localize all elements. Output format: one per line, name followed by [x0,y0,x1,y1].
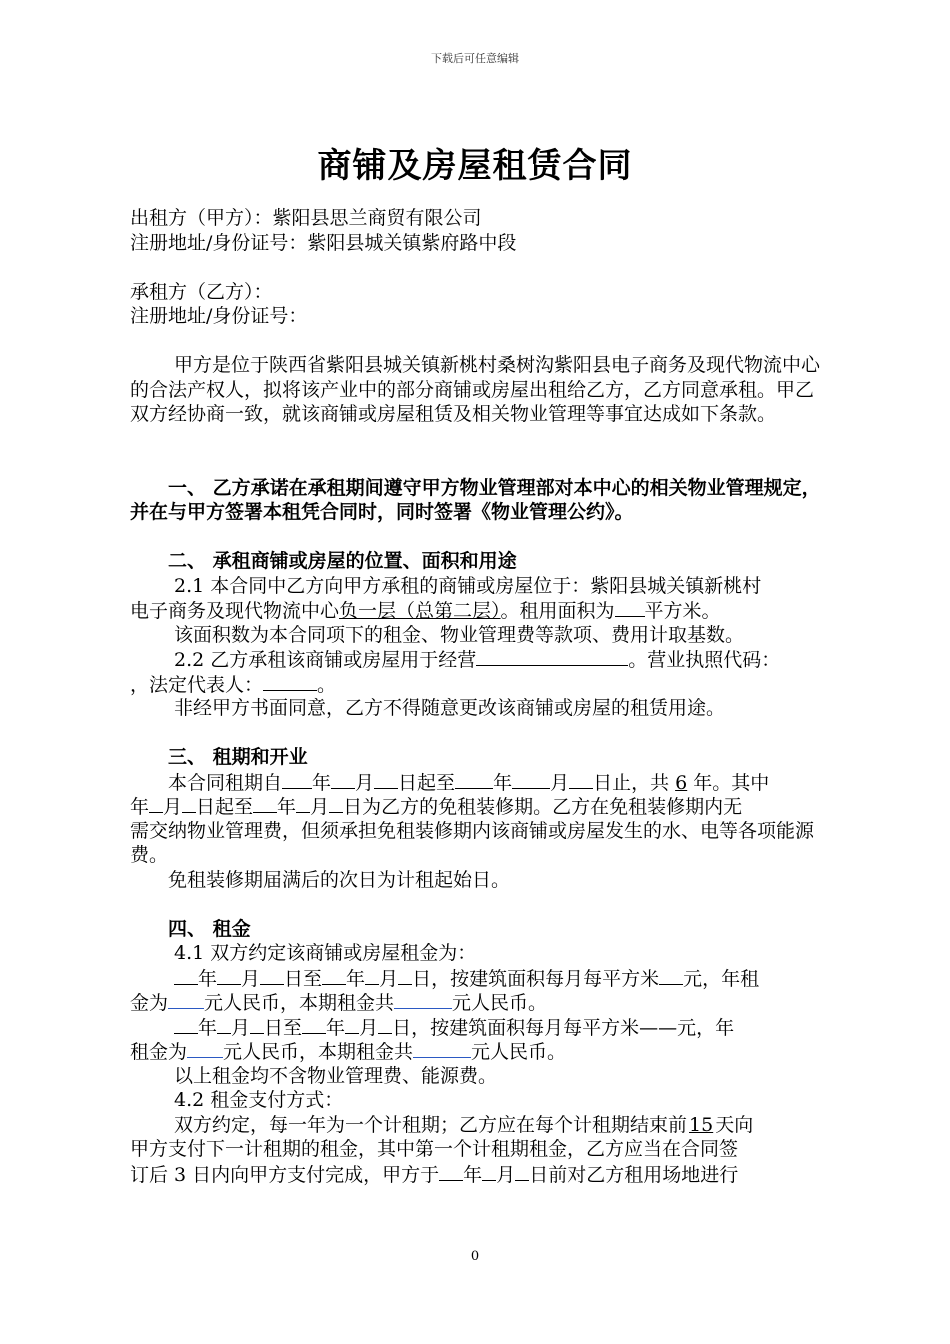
floor-value: 负一层（总第二层） [339,600,501,622]
section3-line2: 年 月 日起至 年 月 日为乙方的免租装修期。乙方在免租装修期内无 [130,796,743,818]
section3-heading: 三、 租期和开业 [168,746,308,768]
lessee-address-line: 注册地址/身份证号： [130,305,308,327]
rent-row1-line2: 金为 元人民币，本期租金共 元人民币。 [130,992,548,1014]
section3-line3: 需交纳物业管理费，但须承担免租装修期内该商铺或房屋发生的水、电等各项能源费。 [130,819,815,866]
lessor-address-line: 注册地址/身份证号：紫阳县城关镇紫府路中段 [130,231,517,254]
payment-line1: 双方约定，每一年为一个计租期；乙方应在每个计租期结束前 15 天向 [174,1113,754,1136]
section2-p1-line2: 电子商务及现代物流中心负一层（总第二层）。租用面积为 平方米。 [130,600,721,622]
document-title: 商铺及房屋租赁合同 [317,146,633,186]
section2-p2-line1: 2.2 乙方承租该商铺或房屋用于经营 。营业执照代码： [174,649,781,671]
page-number: 0 [470,1249,480,1264]
section1-paragraph: 一、 乙方承诺在承租期间遵守甲方物业管理部对本中心的相关物业管理规定，并在与甲方签署本租凭合同时，同时签署《物业管理公约》。 [130,476,821,523]
section3-line4: 免租装修期届满后的次日为计租起始日。 [168,868,511,891]
section3-line1: 本合同租期自 年 月 日起至 年 月 日止，共 6 年。其中 [168,771,770,794]
lessor-line: 出租方（甲方）：紫阳县思兰商贸有限公司 [130,207,482,229]
rent-row2-line2: 租金为 元人民币，本期租金共 元人民币。 [130,1041,567,1063]
document-body [130,206,830,1186]
rent-row1-line1: 年 月 日至 年 月 日，按建筑面积每月每平方米 元，年租 [130,966,830,991]
payment-days: 15 [689,1113,714,1136]
lease-years: 6 [675,771,688,794]
section2-p1-line3: 该面积数为本合同项下的租金、物业管理费等款项、费用计取基数。 [174,623,745,646]
section4-p2: 4.2 租金支付方式： [174,1089,344,1111]
rent-note: 以上租金均不含物业管理费、能源费。 [174,1064,498,1087]
section2-heading: 二、 承租商铺或房屋的位置、面积和用途 [168,550,517,572]
payment-line2: 甲方支付下一计租期的租金，其中第一个计租期租金，乙方应当在合同签 [130,1138,739,1160]
rent-row2-line1: 年 月 日至 年 月 日，按建筑面积每月每平方米——元，年 [130,1015,830,1040]
section2-p2-line2: ，法定代表人： 。 [130,673,337,696]
page-header: 下载后可任意编辑 [431,52,519,65]
lessee-line: 承租方（乙方）： [130,280,273,303]
section4-p1: 4.1 双方约定该商铺或房屋租金为： [174,942,477,964]
payment-line3: 订后 3 日内向甲方支付完成，甲方于 年 月 日前对乙方租用场地进行 [130,1163,739,1186]
section2-p3: 非经甲方书面同意，乙方不得随意更改该商铺或房屋的租赁用途。 [174,697,726,719]
section4-heading: 四、 租金 [168,917,251,940]
intro-paragraph: 甲方是位于陕西省紫阳县城关镇新桃村桑树沟紫阳县电子商务及现代物流中心的合法产权人，拟将该产业中的部分商铺或房屋出租给乙方，乙方同意承租。甲乙双方经协商一致，就该商铺或房屋租赁及相关物业管理等事宜达成如下条款。 [130,354,821,425]
section2-p1-line1: 2.1 本合同中乙方向甲方承租的商铺或房屋位于：紫阳县城关镇新桃村 [174,574,762,597]
